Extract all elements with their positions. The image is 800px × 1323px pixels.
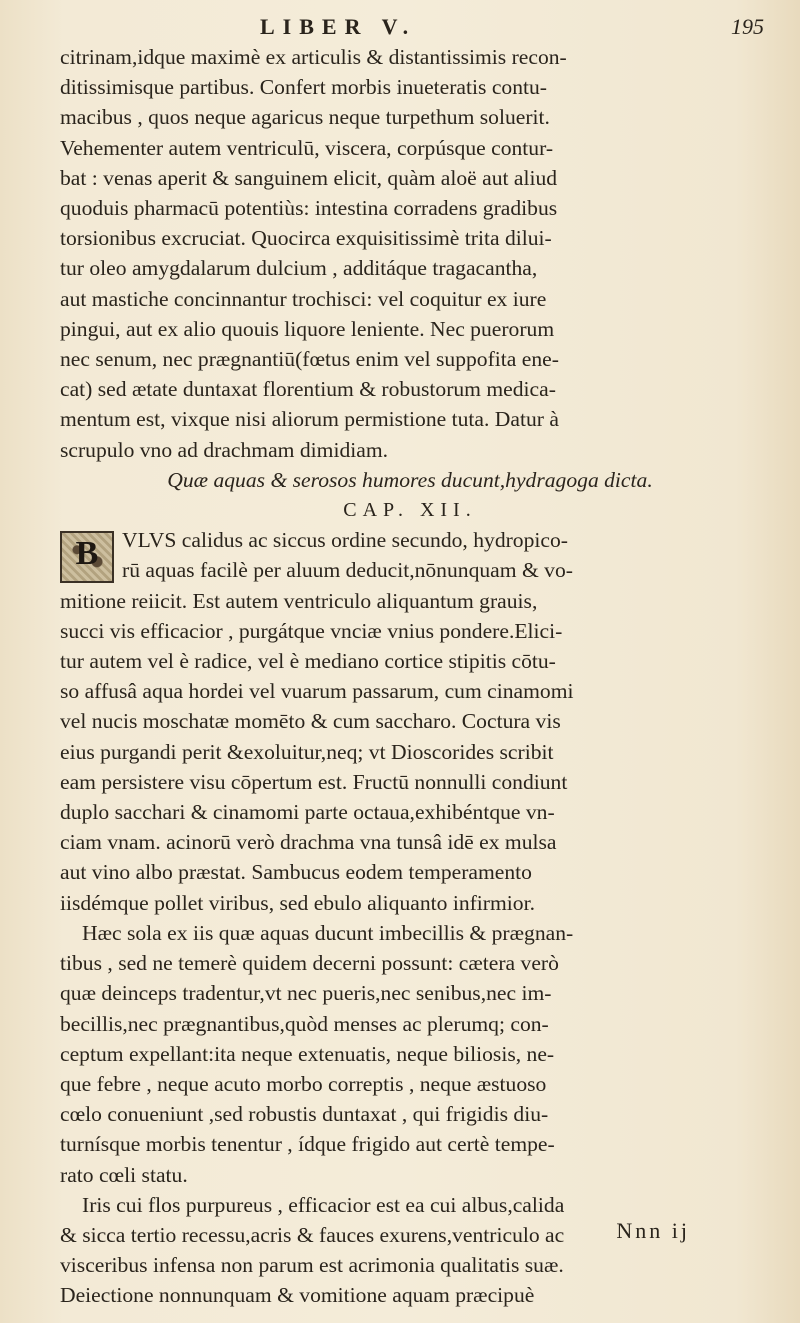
text-line: tibus , sed ne temerè quidem decerni possunt: cætera verò: [60, 951, 559, 976]
text-line: citrinam,idque maximè ex articulis & distantissimis recon-: [60, 45, 567, 69]
text-line: succi vis efficacior , purgátque vnciæ vnius pondere.Elici-: [60, 618, 563, 643]
chapter-heading: CAP. XII.: [343, 499, 477, 522]
text-line: quæ deinceps tradentur,vt nec pueris,nec senibus,nec im-: [60, 981, 552, 1006]
text-line: eius purgandi perit &exoluitur,neq; vt Dioscorides scribit: [60, 739, 554, 764]
text-line: scrupulo vno ad drachmam dimidiam.: [60, 437, 389, 462]
text-line: rato cœli statu.: [60, 1162, 188, 1187]
initial-letter: B: [75, 535, 99, 573]
text-line: nec senum, nec prægnantiū(fœtus enim vel suppofita ene-: [60, 347, 559, 372]
text-line: turnísque morbis tenentur , ídque frigido aut certè tempe-: [60, 1132, 555, 1157]
text-line: VLVS calidus ac siccus ordine secundo, hydropico-: [122, 528, 568, 553]
text-line: pingui, aut ex alio quouis liquore leniente. Nec puerorum: [60, 316, 555, 341]
body-text: [60, 42, 760, 1311]
page-number: 195: [731, 14, 764, 39]
text-line: duplo sacchari & cinamomi parte octaua,exhibéntque vn-: [60, 800, 555, 825]
text-line: ditissimisque partibus. Confert morbis inueteratis contu-: [60, 75, 547, 100]
text-line: aut mastiche concinnantur trochisci: vel coquitur ex iure: [60, 286, 547, 311]
signature-mark: Nnn ij: [616, 1218, 690, 1243]
text-line: vel nucis moschatæ momēto & cum saccharo. Coctura vis: [60, 709, 561, 734]
page-header: [0, 10, 800, 46]
text-line: macibus , quos neque agaricus neque turpethum soluerit.: [60, 105, 550, 130]
text-line: quoduis pharmacū potentiùs: intestina corradens gradibus: [60, 196, 558, 221]
text-line: cœlo conueniunt ,sed robustis duntaxat , qui frigidis diu-: [60, 1102, 549, 1127]
text-line: bat : venas aperit & sanguinem elicit, quàm aloë aut aliud: [60, 165, 558, 190]
running-head: LIBER V.: [260, 14, 417, 39]
section-title: Quæ aquas & serosos humores ducunt,hydragoga dicta.: [167, 467, 653, 492]
paragraph-continuation: [60, 42, 760, 465]
text-line: Vehementer autem ventriculū, viscera, corpúsque contur-: [60, 135, 554, 160]
text-line: eam persistere visu cōpertum est. Fructū nonnulli condiunt: [60, 769, 568, 794]
text-line: so affusâ aqua hordei vel vuarum passarum, cum cinamomi: [60, 679, 574, 704]
text-line: torsionibus excruciat. Quocirca exquisitissimè trita dilui-: [60, 226, 552, 251]
text-line: ceptum expellant:ita neque extenuatis, neque biliosis, ne-: [60, 1041, 555, 1066]
text-line: mitione reiicit. Est autem ventriculo aliquantum grauis,: [60, 588, 538, 613]
text-line: cat) sed ætate duntaxat florentium & robustorum medica-: [60, 377, 556, 402]
text-line: becillis,nec prægnantibus,quòd menses ac plerumq; con-: [60, 1011, 549, 1036]
text-line: Iris cui flos purpureus , efficacior est ea cui albus,calida: [82, 1192, 565, 1217]
text-line: aut vino albo præstat. Sambucus eodem temperamento: [60, 860, 532, 885]
text-line: ciam vnam. acinorū verò drachma vna tunsâ idē ex mulsa: [60, 830, 557, 855]
text-line: que febre , neque acuto morbo correptis , neque æstuoso: [60, 1071, 547, 1096]
chapter-opening: [60, 525, 760, 585]
text-line: Deiectione nonnunquam & vomitione aquam præcipuè: [60, 1283, 535, 1308]
text-line: tur oleo amygdalarum dulcium , additáque tragacantha,: [60, 256, 538, 281]
text-line: mentum est, vixque nisi aliorum permistione tuta. Datur à: [60, 407, 559, 432]
text-line: Hæc sola ex iis quæ aquas ducunt imbecillis & prægnan-: [82, 920, 574, 945]
text-line: iisdémque pollet viribus, sed ebulo aliquanto infirmior.: [60, 890, 535, 915]
paragraph-haec: [60, 918, 760, 1190]
text-line: visceribus infensa non parum est acrimonia qualitatis suæ.: [60, 1253, 564, 1278]
paragraph-iris: [60, 1190, 760, 1311]
decorated-initial-icon: [60, 531, 114, 583]
text-line: rū aquas facilè per aluum deducit,nōnunquam & vo-: [122, 558, 573, 583]
text-line: & sicca tertio recessu,acris & fauces exurens,ventriculo ac: [60, 1222, 565, 1247]
paragraph-bulus: [60, 586, 760, 918]
text-line: tur autem vel è radice, vel è mediano cortice stipitis cōtu-: [60, 649, 556, 674]
